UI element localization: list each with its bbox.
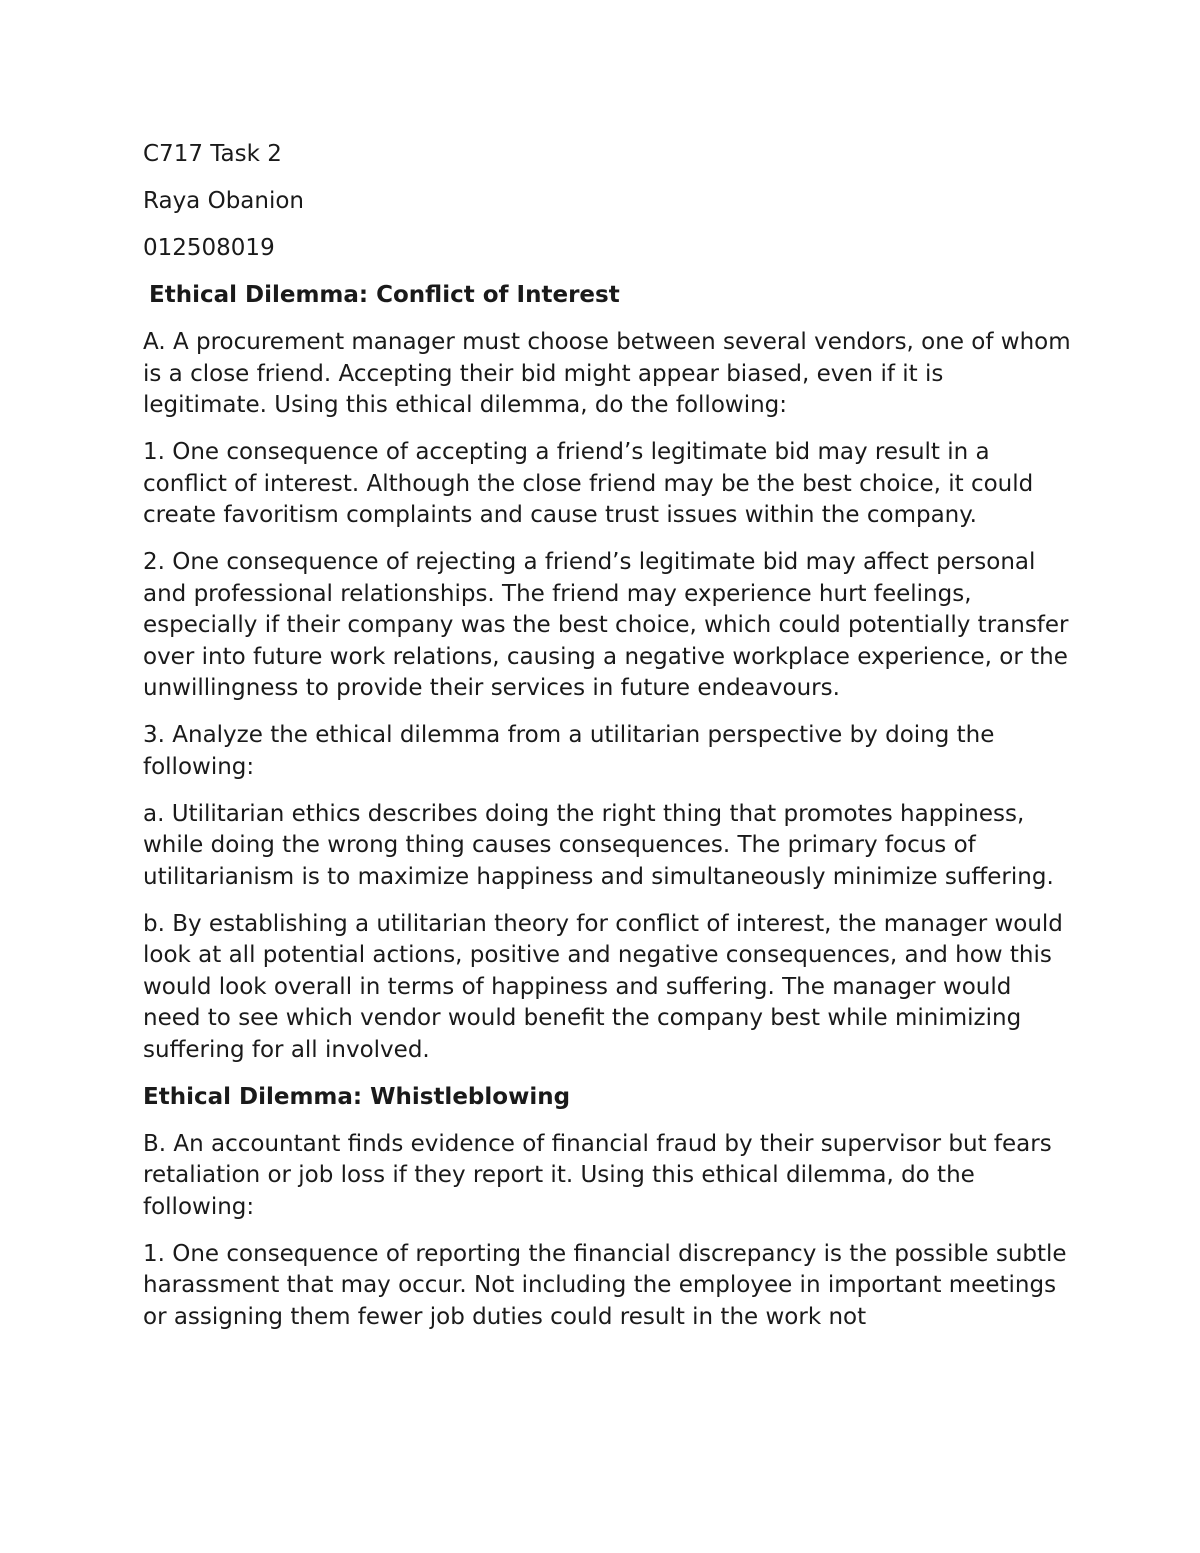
section1-heading: Ethical Dilemma: Conflict of Interest xyxy=(149,282,620,308)
section1-item3: 3. Analyze the ethical dilemma from a utilitarian perspective by doing the following: xyxy=(143,722,995,780)
section1-item2: 2. One consequence of rejecting a friend’s legitimate bid may affect personal and professional relationships. The friend may experience hurt feelings, especially if their company was the best choice, which could potentially transfer over into future work relations, causing a negative workplace experience, or the unwillingness to provide their services in future endeavours. xyxy=(143,549,1069,701)
author-name: Raya Obanion xyxy=(143,188,304,214)
course-line: C717 Task 2 xyxy=(143,141,282,167)
section1-prompt: A. A procurement manager must choose between several vendors, one of whom is a close friend. Accepting their bid might appear biased, even if it is legitimate. Using this ethical dilemma, do the following: xyxy=(143,329,1071,418)
section2-heading: Ethical Dilemma: Whistleblowing xyxy=(143,1083,571,1110)
student-id: 012508019 xyxy=(143,235,275,261)
section2-prompt: B. An accountant finds evidence of financial fraud by their supervisor but fears retaliation or job loss if they report it. Using this ethical dilemma, do the following: xyxy=(143,1130,1052,1220)
document-body xyxy=(143,139,1073,1349)
section1-item3b: b. By establishing a utilitarian theory for conflict of interest, the manager would look at all potential actions, positive and negative consequences, and how this would look overall in terms of happiness and suffering. The manager would need to see which vendor would benefit the company best while minimizing suffering for all involved. xyxy=(143,910,1063,1063)
section1-item1: 1. One consequence of accepting a friend’s legitimate bid may result in a conflict of interest. Although the close friend may be the best choice, it could create favoritism complaints and cause trust issues within the company. xyxy=(143,439,1034,528)
section1-item3a: a. Utilitarian ethics describes doing the right thing that promotes happiness, while doing the wrong thing causes consequences. The primary focus of utilitarianism is to maximize happiness and simultaneously minimize suffering. xyxy=(143,800,1054,890)
section2-item1: 1. One consequence of reporting the financial discrepancy is the possible subtle harassment that may occur. Not including the employee in important meetings or assigning them fewer job duties could result in the work not xyxy=(143,1240,1067,1330)
